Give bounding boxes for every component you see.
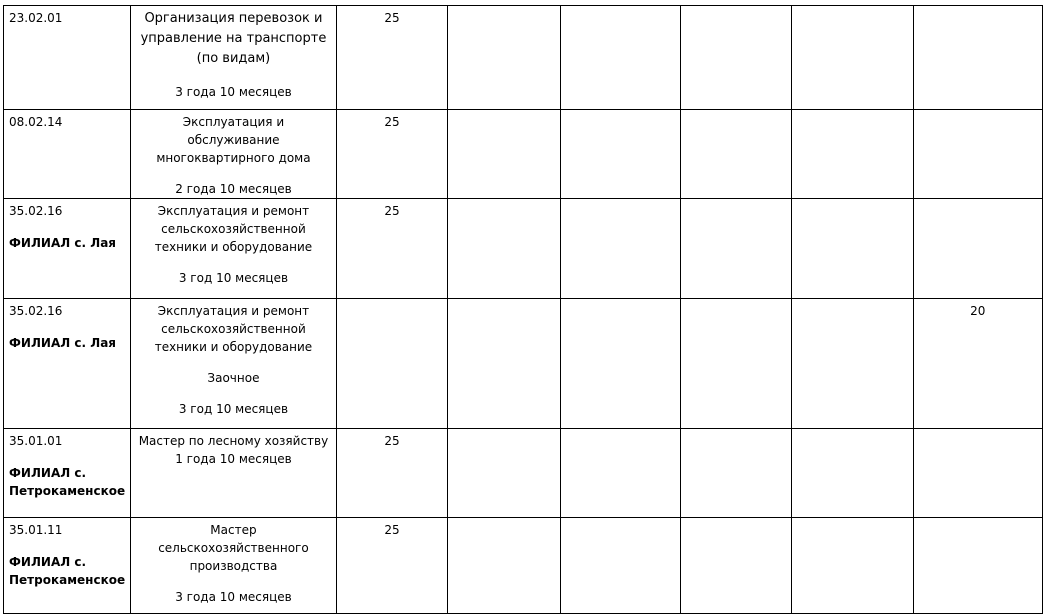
- value-cell: [913, 6, 1042, 110]
- specialty-cell: [131, 110, 337, 199]
- branch-label: ФИЛИАЛ с. Петрокаменское: [9, 555, 126, 587]
- value-cell: [560, 6, 680, 110]
- value-cell: [680, 299, 791, 429]
- study-duration: 3 года 10 месяцев: [175, 85, 292, 99]
- value-cell: [792, 199, 913, 299]
- table-row: [4, 518, 1043, 614]
- specialty-cell: [131, 199, 337, 299]
- value-cell: [560, 199, 680, 299]
- specialty-name-line: многоквартирного дома: [156, 151, 311, 165]
- table-row: [4, 299, 1043, 429]
- value-cell: [448, 110, 560, 199]
- code-cell: [4, 199, 131, 299]
- study-duration: 3 года 10 месяцев: [175, 590, 292, 604]
- value-cell: [560, 518, 680, 614]
- specialty-code: 35.01.11: [9, 523, 63, 537]
- specialty-code: 08.02.14: [9, 115, 63, 129]
- branch-label: ФИЛИАЛ с. Лая: [9, 236, 117, 250]
- code-cell: [4, 299, 131, 429]
- specialty-name-line: сельскохозяйственной: [161, 222, 306, 236]
- value-cell: [913, 429, 1042, 518]
- specialty-code: 35.01.01: [9, 434, 63, 448]
- specialty-name-line: производства: [189, 559, 278, 573]
- value-cell: [792, 518, 913, 614]
- branch-label: ФИЛИАЛ с. Лая: [9, 336, 117, 350]
- value-cell: [560, 299, 680, 429]
- value-cell: 25: [336, 6, 447, 110]
- study-duration: 3 год 10 месяцев: [178, 271, 289, 285]
- value-cell: [680, 429, 791, 518]
- specialty-name-line: техники и оборудование: [154, 340, 313, 354]
- value-cell: [680, 110, 791, 199]
- specialty-name-line: Эксплуатация и ремонт: [157, 304, 310, 318]
- value-cell: [448, 199, 560, 299]
- code-cell: [4, 110, 131, 199]
- value-cell: [680, 199, 791, 299]
- value-cell: [448, 429, 560, 518]
- specialty-name-line: техники и оборудование: [154, 240, 313, 254]
- value-cell: [448, 6, 560, 110]
- value-cell: [913, 110, 1042, 199]
- value-cell: [792, 299, 913, 429]
- specialty-code: 35.02.16: [9, 304, 63, 318]
- study-duration: 3 год 10 месяцев: [178, 402, 289, 416]
- branch-label: ФИЛИАЛ с. Петрокаменское: [9, 466, 126, 498]
- value-cell: [680, 6, 791, 110]
- specialty-name-line: сельскохозяйственной: [161, 322, 306, 336]
- specialty-code: 23.02.01: [9, 11, 63, 25]
- specialty-cell: [131, 6, 337, 110]
- value-cell: 25: [336, 518, 447, 614]
- value-cell: 25: [336, 429, 447, 518]
- code-cell: [4, 6, 131, 110]
- table-row: [4, 6, 1043, 110]
- value-cell: [913, 518, 1042, 614]
- value-cell: [560, 429, 680, 518]
- specialty-name-line: (по видам): [196, 51, 271, 66]
- table-row: [4, 429, 1043, 518]
- specialty-name-line: управление на транспорте: [140, 31, 327, 46]
- value-cell: [448, 518, 560, 614]
- value-cell: [792, 429, 913, 518]
- value-cell: 20: [913, 299, 1042, 429]
- specialty-name-line: Эксплуатация и ремонт: [157, 204, 310, 218]
- enrollment-table: [3, 5, 1043, 614]
- study-form: Заочное: [207, 371, 260, 385]
- specialty-name-line: Мастер по лесному хозяйству: [138, 434, 329, 448]
- code-cell: [4, 429, 131, 518]
- value-cell: [913, 199, 1042, 299]
- value-cell: 25: [336, 199, 447, 299]
- code-cell: [4, 518, 131, 614]
- specialty-name-line: сельскохозяйственного: [158, 541, 309, 555]
- study-duration: 2 года 10 месяцев: [175, 182, 292, 196]
- value-cell: [680, 518, 791, 614]
- specialty-name-line: 1 года 10 месяцев: [175, 452, 292, 466]
- table-row: [4, 199, 1043, 299]
- value-cell: [792, 6, 913, 110]
- specialty-name-line: Организация перевозок и: [144, 11, 323, 26]
- value-cell: [448, 299, 560, 429]
- value-cell: 25: [336, 110, 447, 199]
- specialty-cell: [131, 429, 337, 518]
- specialty-code: 35.02.16: [9, 204, 63, 218]
- specialty-name-line: Эксплуатация и обслуживание: [182, 115, 285, 147]
- value-cell: [336, 299, 447, 429]
- value-cell: [560, 110, 680, 199]
- value-cell: [792, 110, 913, 199]
- specialty-cell: [131, 299, 337, 429]
- specialty-name-line: Мастер: [210, 523, 257, 537]
- specialty-cell: [131, 518, 337, 614]
- table-row: [4, 110, 1043, 199]
